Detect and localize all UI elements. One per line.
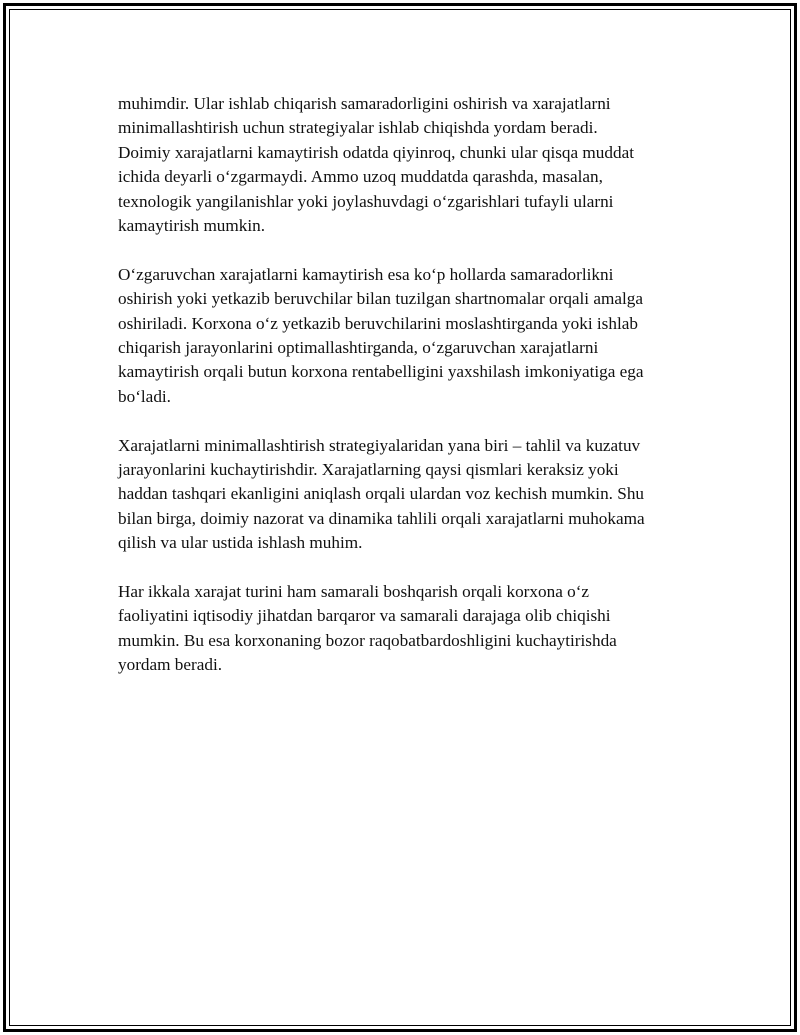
text-line: ichida deyarli o‘zgarmaydi. Ammo uzoq muddatda qarashda, masalan, bbox=[118, 167, 603, 187]
text-line: Xarajatlarni minimallashtirish strategiyalaridan yana biri – tahlil va kuzatuv bbox=[118, 435, 641, 455]
text-line: qilish va ular ustida ishlash muhim. bbox=[118, 533, 363, 553]
paragraph bbox=[118, 580, 718, 678]
text-line: faoliyatini iqtisodiy jihatdan barqaror va samarali darajaga olib chiqishi bbox=[118, 606, 611, 626]
text-line: kamaytirish orqali butun korxona rentabelligini yaxshilash imkoniyatiga ega bbox=[118, 362, 644, 382]
paragraph bbox=[118, 92, 718, 238]
text-line: yordam beradi. bbox=[118, 655, 223, 675]
text-line: haddan tashqari ekanligini aniqlash orqali ulardan voz kechish mumkin. Shu bbox=[118, 484, 645, 504]
text-line: bilan birga, doimiy nazorat va dinamika tahlili orqali xarajatlarni muhokama bbox=[118, 508, 645, 528]
text-line: oshiriladi. Korxona o‘z yetkazib beruvchilarini moslashtirganda yoki ishlab bbox=[118, 313, 638, 333]
text-line: O‘zgaruvchan xarajatlarni kamaytirish esa ko‘p hollarda samaradorlikni bbox=[118, 264, 614, 284]
text-line: minimallashtirish uchun strategiyalar ishlab chiqishda yordam beradi. bbox=[118, 118, 598, 138]
document-body bbox=[118, 92, 718, 702]
text-line: jarayonlarini kuchaytirishdir. Xarajatlarning qaysi qismlari keraksiz yoki bbox=[118, 460, 619, 480]
text-line: chiqarish jarayonlarini optimallashtirganda, o‘zgaruvchan xarajatlarni bbox=[118, 338, 599, 358]
text-line: mumkin. Bu esa korxonaning bozor raqobatbardoshligini kuchaytirishda bbox=[118, 630, 617, 650]
text-line: texnologik yangilanishlar yoki joylashuvdagi o‘zgarishlari tufayli ularni bbox=[118, 191, 614, 211]
text-line: bo‘ladi. bbox=[118, 386, 171, 406]
text-line: oshirish yoki yetkazib beruvchilar bilan tuzilgan shartnomalar orqali amalga bbox=[118, 289, 644, 309]
paragraph bbox=[118, 434, 718, 556]
paragraph bbox=[118, 263, 718, 409]
text-line: kamaytirish mumkin. bbox=[118, 216, 266, 236]
text-line: Doimiy xarajatlarni kamaytirish odatda qiyinroq, chunki ular qisqa muddat bbox=[118, 142, 634, 162]
text-line: muhimdir. Ular ishlab chiqarish samaradorligini oshirish va xarajatlarni bbox=[118, 94, 611, 113]
text-line: Har ikkala xarajat turini ham samarali boshqarish orqali korxona o‘z bbox=[118, 582, 590, 602]
